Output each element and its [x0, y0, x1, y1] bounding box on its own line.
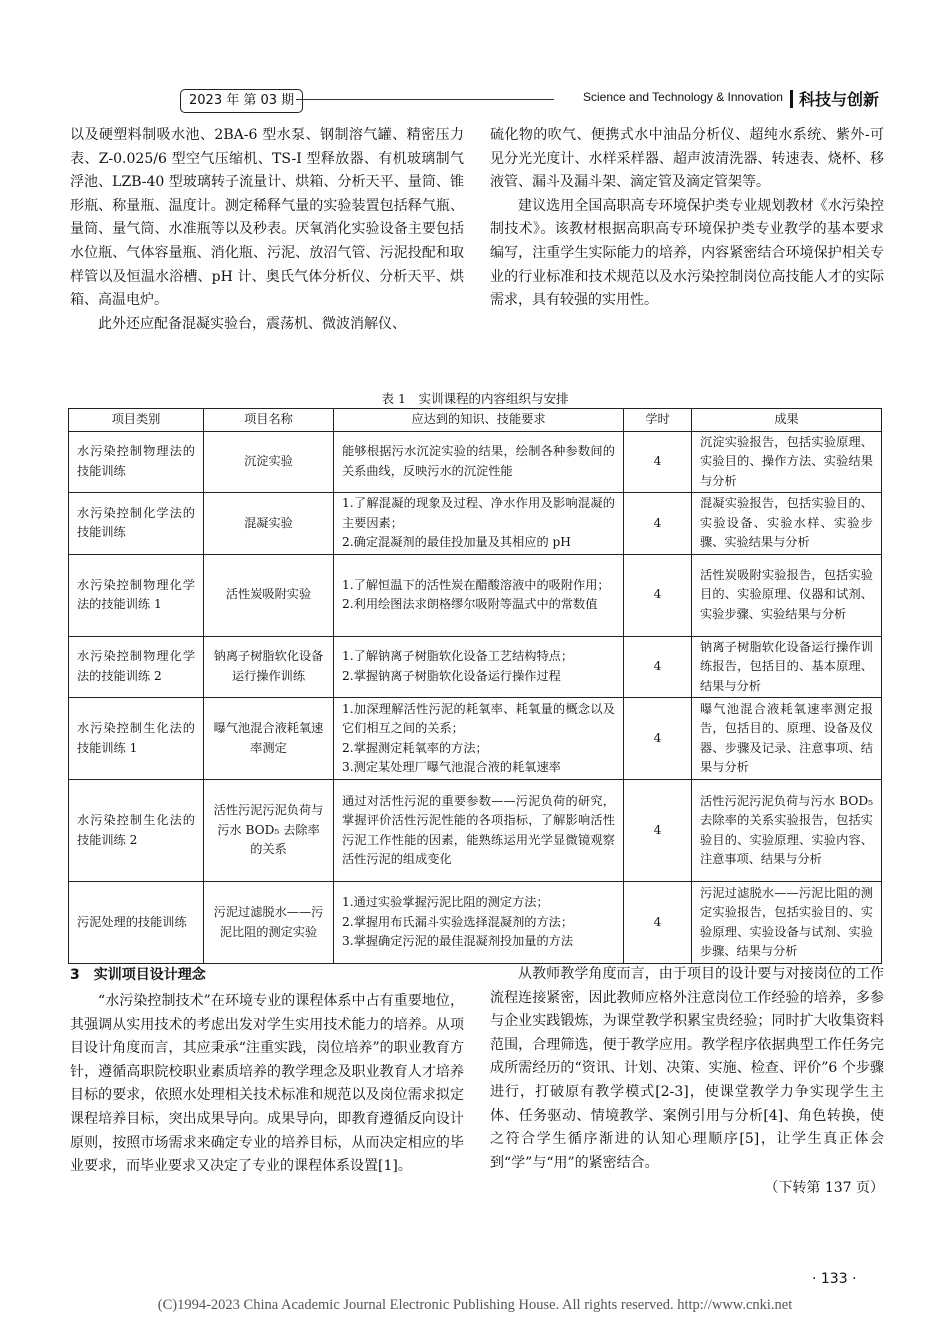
requirement-line: 1.了解混凝的现象及过程、净水作用及影响混凝的主要因素；	[342, 496, 615, 530]
header-name: 项目名称	[204, 409, 334, 432]
issue-label: 2023 年 第 03 期	[180, 89, 303, 113]
cell-requirements	[334, 554, 624, 636]
continued-note: （下转第 137 页）	[764, 1180, 884, 1197]
cell-requirements	[334, 882, 624, 964]
table-caption: 表 1 实训课程的内容组织与安排	[381, 391, 569, 406]
requirement-line: 能够根据污水沉淀实验的结果，绘制各种参数间的关系曲线，反映污水的沉淀性能	[342, 444, 615, 478]
table-row	[69, 554, 882, 636]
cell-result: 活性污泥污泥负荷与污水 BOD₅ 去除率的关系实验报告，包括实验目的、实验原理、实验内容、注意事项、结果与分析	[692, 780, 882, 882]
requirement-line: 3.测定某处理厂曝气池混合液的耗氧速率	[342, 760, 561, 774]
paragraph: 此外还应配备混凝实验台，震荡机、微波消解仪、	[98, 315, 406, 332]
requirement-line: 2.掌握测定耗氧率的方法；	[342, 740, 488, 755]
right-column-bottom	[490, 963, 884, 1201]
cell-name: 活性污泥污泥负荷与污水 BOD₅ 去除率的关系	[204, 780, 334, 882]
requirement-line: 3.掌握确定污泥的最佳混凝剂投加量的方法	[342, 934, 574, 949]
cell-result: 活性炭吸附实验报告，包括实验目的、实验原理、仪器和试剂、实验步骤、实验结果与分析	[692, 554, 882, 636]
cell-hours: 4	[624, 554, 692, 636]
cell-category: 水污染控制生化法的技能训练 1	[69, 698, 204, 780]
cell-hours: 4	[624, 882, 692, 964]
page-number: · 133 ·	[812, 1271, 857, 1287]
cell-category: 水污染控制物理化学法的技能训练 1	[69, 554, 204, 636]
requirement-line: 2.掌握用布氏漏斗实验选择混凝剂的方法；	[342, 914, 574, 929]
cell-name: 污泥过滤脱水——污泥比阻的测定实验	[204, 882, 334, 964]
header-rule	[296, 99, 554, 100]
requirement-line: 1.通过实验掌握污泥比阻的测定方法；	[342, 895, 549, 910]
paragraph: “水污染控制技术”在环境专业的课程体系中占有重要地位，其强调从实用技术的考虑出发对学生实用技术能力的培养。从项目设计角度而言，其应秉承“注重实践，岗位培养”的职业教育方针，遵循高职院校职业素质培养的教学理念及职业教育人才培养目标的要求，依照水处理相关技术标准和规范以及岗位需求拟定课程培养目标，突出成果导向。成果导向，即教育遵循反向设计原则，按照市场需求来确定专业的培养目标，从而决定相应的毕业要求，而毕业要求又决定了专业的课程体系设置[1]。	[70, 993, 464, 1175]
cell-result: 污泥过滤脱水——污泥比阻的测定实验报告，包括实验目的、实验原理、实验设备与试剂、实验步骤、结果与分析	[692, 882, 882, 964]
cell-name: 沉淀实验	[204, 431, 334, 493]
cell-requirements	[334, 493, 624, 555]
requirement-line: 1.了解恒温下的活性炭在醋酸溶液中的吸附作用；	[342, 577, 610, 592]
cell-requirements	[334, 780, 624, 882]
cell-category: 水污染控制生化法的技能训练 2	[69, 780, 204, 882]
cell-requirements	[334, 431, 624, 493]
cell-category: 水污染控制化学法的技能训练	[69, 493, 204, 555]
table-row	[69, 636, 882, 698]
paragraph: 以及硬塑料制吸水池、2BA-6 型水泵、钢制溶气罐、精密压力表、Z-0.025/6 型空气压缩机、TS-I 型释放器、有机玻璃制气浮池、LZB-40 型玻璃转子流量计、烘箱、分析天平、量筒、锥形瓶、称量瓶、温度计。测定稀释气量的实验装置包括释气瓶、量筒、量气筒、水准瓶等以及秒表。厌氧消化实验设备主要包括水位瓶、气体容量瓶、消化瓶、污泥、放沼气管、污泥投配和取样管以及恒温水浴槽、pH 计、奥氏气体分析仪、分析天平、烘箱、高温电炉。	[70, 127, 464, 309]
cell-name: 混凝实验	[204, 493, 334, 555]
paragraph: 硫化物的吹气、便携式水中油品分析仪、超纯水系统、紫外-可见分光光度计、水样采样器、超声波清洗器、转速表、烧杯、移液管、漏斗及漏斗架、滴定管及滴定管架等。	[490, 127, 884, 191]
cell-name: 钠离子树脂软化设备运行操作训练	[204, 636, 334, 698]
cell-hours: 4	[624, 493, 692, 555]
header-category: 项目类别	[69, 409, 204, 432]
journal-name-cn: 科技与创新	[799, 90, 880, 109]
cell-result: 沉淀实验报告，包括实验原理、实验目的、操作方法、实验结果与分析	[692, 431, 882, 493]
header-hours: 学时	[624, 409, 692, 432]
requirement-line: 通过对活性污泥的重要参数——污泥负荷的研究，掌握评价活性污泥性能的各项指标，了解影响活性污泥工作性能的因素，能熟练运用光学显微镜观察活性污泥的组成变化	[342, 793, 615, 866]
cell-requirements	[334, 698, 624, 780]
right-column-top	[490, 124, 884, 313]
requirement-line: 2.掌握钠离子树脂软化设备运行操作过程	[342, 668, 561, 683]
cell-hours: 4	[624, 431, 692, 493]
cell-result: 混凝实验报告，包括实验目的、实验设备、实验水样、实验步骤、实验结果与分析	[692, 493, 882, 555]
requirement-line: 2.利用绘图法求朗格缪尔吸附等温式中的常数值	[342, 597, 598, 611]
course-table	[68, 408, 882, 964]
cell-hours: 4	[624, 636, 692, 698]
table-row	[69, 882, 882, 964]
cell-name: 曝气池混合液耗氧速率测定	[204, 698, 334, 780]
table-row	[69, 431, 882, 493]
section-heading: 3 实训项目设计理念	[70, 967, 206, 983]
copyright-notice: (C)1994-2023 China Academic Journal Electronic Publishing House. All rights reserved. http://www.cnki.net	[157, 1297, 793, 1313]
table-row	[69, 493, 882, 555]
journal-name-en: Science and Technology & Innovation	[583, 90, 783, 104]
cell-category: 水污染控制物理法的技能训练	[69, 431, 204, 493]
cell-category: 污泥处理的技能训练	[69, 882, 204, 964]
table-row	[69, 698, 882, 780]
cell-hours: 4	[624, 780, 692, 882]
requirement-line: 1.了解钠离子树脂软化设备工艺结构特点；	[342, 649, 574, 664]
header-requirements: 应达到的知识、技能要求	[334, 409, 624, 432]
cell-result: 曝气池混合液耗氧速率测定报告，包括目的、原理、设备及仪器、步骤及记录、注意事项、结果与分析	[692, 698, 882, 780]
header-result: 成果	[692, 409, 882, 432]
paragraph: 从教师教学角度而言，由于项目的设计要与对接岗位的工作流程连接紧密，因此教师应格外注意岗位工作经验的培养，多参与企业实践锻炼，为课堂教学积累宝贵经验；同时扩大收集资料范围，合理筛选，便于教学应用。教学程序依据典型工作任务完成所需经历的“资讯、计划、决策、实施、检查、评价”6 个步骤进行，打破原有教学模式[2-3]，使课堂教学力争实现学生主体、任务驱动、情境教学、案例引用与分析[4]、角色转换，使之符合学生循序渐进的认知心理顺序[5]，让学生真正体会到“学”与“用”的紧密结合。	[490, 966, 884, 1171]
table-header-row	[69, 409, 882, 432]
header-divider	[790, 90, 793, 108]
cell-hours: 4	[624, 698, 692, 780]
left-column-bottom	[70, 963, 464, 1179]
table-row	[69, 780, 882, 882]
left-column-top	[70, 124, 464, 336]
cell-name: 活性炭吸附实验	[204, 554, 334, 636]
cell-result: 钠离子树脂软化设备运行操作训练报告，包括目的、基本原理、结果与分析	[692, 636, 882, 698]
requirement-line: 2.确定混凝剂的最佳投加量及其相应的 pH	[342, 535, 571, 549]
cell-requirements	[334, 636, 624, 698]
requirement-line: 1.加深理解活性污泥的耗氧率、耗氧量的概念以及它们相互之间的关系；	[342, 701, 615, 735]
cell-category: 水污染控制物理化学法的技能训练 2	[69, 636, 204, 698]
paragraph: 建议选用全国高职高专环境保护类专业规划教材《水污染控制技术》。该教材根据高职高专环境保护类专业教学的基本要求编写，注重学生实际能力的培养，内容紧密结合环境保护相关专业的行业标准和技术规范以及水污染控制岗位高技能人才的实际需求，具有较强的实用性。	[490, 197, 884, 309]
